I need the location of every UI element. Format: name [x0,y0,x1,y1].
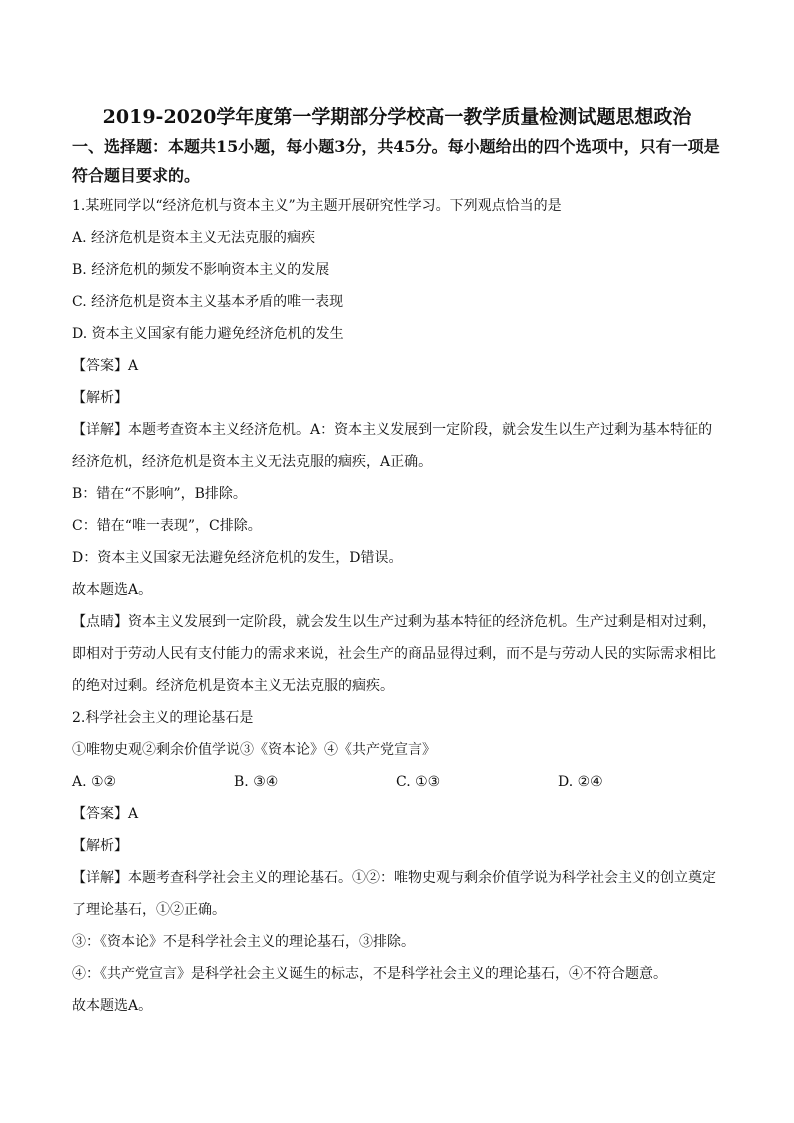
option-c: C. 经济危机是资本主义基本矛盾的唯一表现 [72,294,344,310]
option-a: A. ①② [72,774,117,790]
options-row [72,766,722,798]
option-c: C. ①③ [396,774,441,790]
answer-line: 【答案】A [72,358,139,374]
analysis-label: 【解析】 [72,838,128,854]
note-b: B：错在“不影响”，B排除。 [72,486,247,502]
document-title: 2019-2020学年度第一学期部分学校高一教学质量检测试题思想政治 [102,106,692,128]
option-a: A. 经济危机是资本主义无法克服的痼疾 [72,230,316,246]
document-page [72,102,722,1022]
answer-line: 【答案】A [72,806,139,822]
conclusion: 故本题选A。 [72,998,153,1014]
option-b: B. ③④ [234,774,279,790]
option-d: D. ②④ [558,774,603,790]
detail-paragraph: 【详解】本题考查资本主义经济危机。A：资本主义发展到一定阶段，就会发生以生产过剩为基本特征的经济危机，经济危机是资本主义无法克服的痼疾，A正确。 [72,422,713,470]
question-2 [72,702,722,1022]
note-4: ④：《共产党宣言》是科学社会主义诞生的标志，不是科学社会主义的理论基石，④不符合题意。 [72,966,667,982]
question-stem: 1.某班同学以“经济危机与资本主义”为主题开展研究性学习。下列观点恰当的是 [72,198,562,214]
note-3: ③：《资本论》不是科学社会主义的理论基石，③排除。 [72,934,415,950]
statement-list: ①唯物史观②剩余价值学说③《资本论》④《共产党宣言》 [72,742,436,758]
section-heading: 一、选择题：本题共15小题，每小题3分，共45分。每小题给出的四个选项中，只有一项是符合题目要求的。 [72,137,720,185]
question-stem: 2.科学社会主义的理论基石是 [72,710,254,726]
note-c: C：错在“唯一表现”，C排除。 [72,518,262,534]
option-b: B. 经济危机的频发不影响资本主义的发展 [72,262,330,278]
note-d: D：资本主义国家无法避免经济危机的发生，D错误。 [72,550,403,566]
key-point-paragraph: 【点睛】资本主义发展到一定阶段，就会发生以生产过剩为基本特征的经济危机。生产过剩是相对过剩，即相对于劳动人民有支付能力的需求来说，社会生产的商品显得过剩，而不是与劳动人民的实际需求相比的绝对过剩。经济危机是资本主义无法克服的痼疾。 [72,614,716,694]
option-d: D. 资本主义国家有能力避免经济危机的发生 [72,326,344,342]
conclusion: 故本题选A。 [72,582,153,598]
question-1 [72,190,722,702]
analysis-label: 【解析】 [72,390,128,406]
detail-paragraph: 【详解】本题考查科学社会主义的理论基石。①②：唯物史观与剩余价值学说为科学社会主义的创立奠定了理论基石，①②正确。 [72,870,716,918]
